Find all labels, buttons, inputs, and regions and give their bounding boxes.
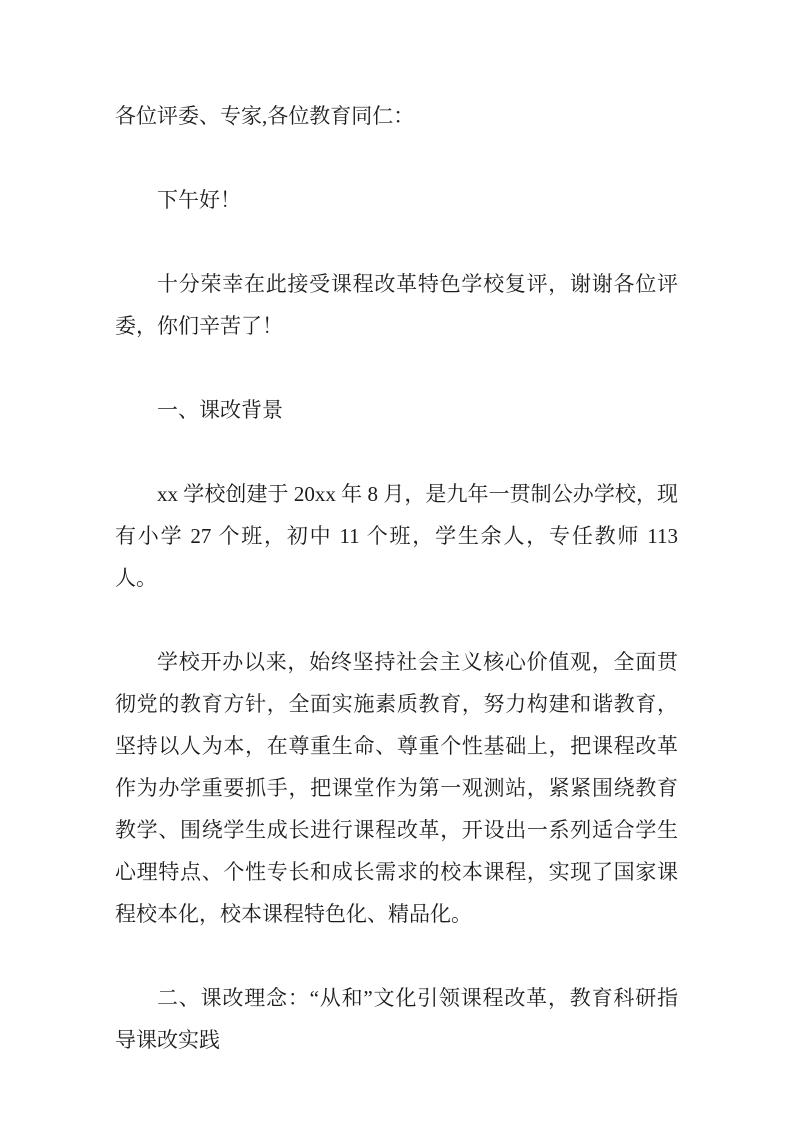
section-heading-philosophy: 二、课改理念：“从和”文化引领课程改革，教育科研指导课改实践 <box>115 986 678 1052</box>
section-heading-background: 一、课改背景 <box>157 398 283 422</box>
school-introduction-paragraph: xx 学校创建于 20xx 年 8 月，是九年一贯制公办学校，现有小学 27 个班，初中 11 个班，学生余人，专任教师 113 人。 <box>115 482 678 590</box>
greeting-line: 下午好！ <box>157 188 241 212</box>
salutation-line: 各位评委、专家,各位教育同仁： <box>115 104 415 128</box>
opening-thanks-paragraph: 十分荣幸在此接受课程改革特色学校复评，谢谢各位评委，你们辛苦了！ <box>115 272 678 338</box>
school-philosophy-paragraph: 学校开办以来，始终坚持社会主义核心价值观，全面贯彻党的教育方针，全面实施素质教育，努力构建和谐教育，坚持以人为本，在尊重生命、尊重个性基础上，把课程改革作为办学重要抓手，把课堂作为第一观测站，紧紧围绕教育教学、围绕学生成长进行课程改革，开设出一系列适合学生心理特点、个性专长和成长需求的校本课程，实现了国家课程校本化，校本课程特色化、精品化。 <box>115 650 678 926</box>
